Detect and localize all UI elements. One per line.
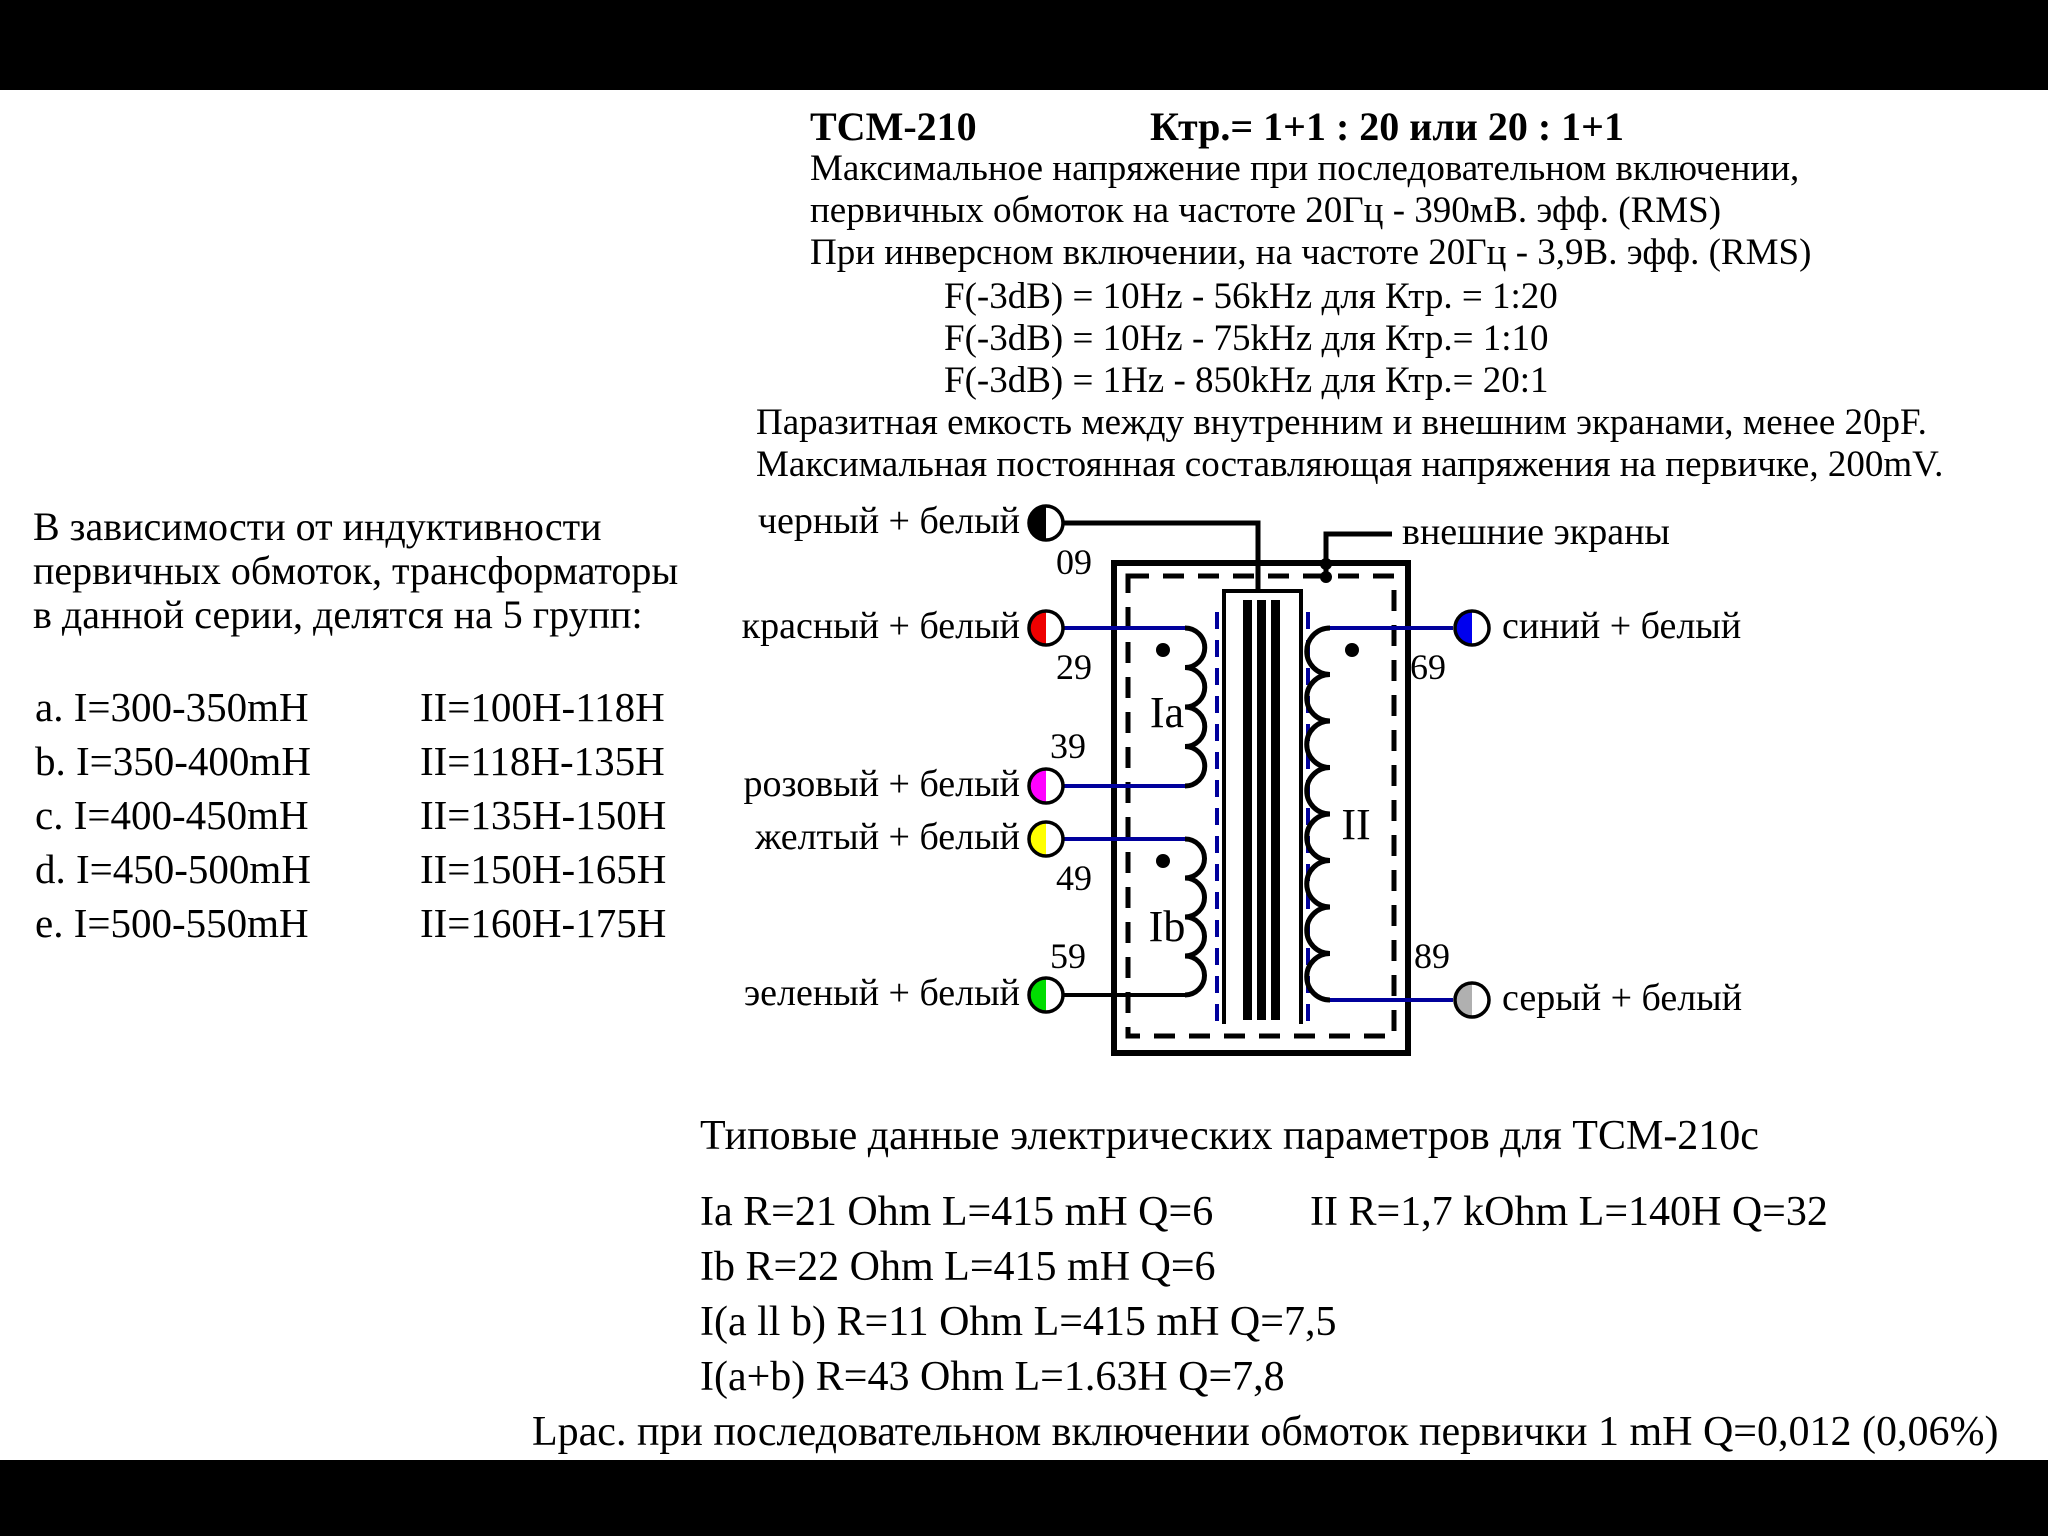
pin-29 [1029, 611, 1063, 645]
param-ia: Ia R=21 Ohm L=415 mH Q=6 [700, 1189, 1214, 1235]
pin-89 [1455, 983, 1489, 1017]
model-title: ТСМ-210 [810, 104, 977, 149]
spec-line-2: первичных обмоток на частоте 20Гц - 390мВ. эфф. (RMS) [810, 190, 1722, 231]
param-ib: Ib R=22 Ohm L=415 mH Q=6 [700, 1244, 1216, 1290]
pin-09-label: черный + белый [757, 500, 1020, 542]
pin-59-label: эеленый + белый [743, 972, 1020, 1014]
pin-59 [1029, 978, 1063, 1012]
pin-69-label: синий + белый [1502, 605, 1742, 647]
group-row-c-secondary: II=135H-150H [420, 792, 667, 838]
polarity-dot-ia [1156, 643, 1170, 657]
external-screens-label: внешние экраны [1402, 511, 1670, 553]
pin-29-number: 29 [1056, 647, 1092, 687]
capacitance-line: Паразитная емкость между внутренним и внешним экранами, менее 20pF. [756, 402, 1927, 443]
pin-89-label: серый + белый [1502, 977, 1743, 1019]
param-iab-series: I(a+b) R=43 Ohm L=1.63H Q=7,8 [700, 1354, 1285, 1400]
spec-line-1: Максимальное напряжение при последовательном включении, [810, 148, 1800, 189]
inductance-note-line-1: В зависимости от индуктивности [33, 504, 602, 549]
pin-49-label: желтый + белый [754, 816, 1020, 858]
wire-pin09-internal-screen [1063, 523, 1258, 589]
junction-dot-screen [1320, 571, 1332, 583]
core-bar-2 [1257, 600, 1266, 1020]
group-row-a-secondary: II=100H-118H [420, 684, 665, 730]
core-bar-3 [1271, 600, 1280, 1020]
pin-49-number: 49 [1056, 858, 1092, 898]
group-row-d-primary: d. I=450-500mH [35, 846, 311, 892]
inductance-note-line-2: первичных обмоток, трансформаторы [33, 548, 679, 593]
pin-69 [1455, 611, 1489, 645]
winding-ib-label: Ib [1148, 902, 1186, 951]
pin-49 [1029, 822, 1063, 856]
polarity-dot-ii [1345, 643, 1359, 657]
pin-59-number: 59 [1050, 936, 1086, 976]
inductance-note-line-3: в данной серии, делятся на 5 групп: [33, 592, 643, 637]
pin-39 [1029, 769, 1063, 803]
polarity-dot-ib [1156, 854, 1170, 868]
param-lpac: Lpac. при последовательном включении обмоток первички 1 mH Q=0,012 (0,06%) [532, 1409, 1999, 1455]
pin-69-number: 69 [1410, 647, 1446, 687]
f-line-3: F(-3dB) = 1Hz - 850kHz для Ктр.= 20:1 [944, 360, 1549, 401]
pin-39-number: 39 [1050, 726, 1086, 766]
group-row-d-secondary: II=150H-165H [420, 846, 667, 892]
winding-ii-label: II [1341, 800, 1371, 849]
f-line-1: F(-3dB) = 10Hz - 56kHz для Ктр. = 1:20 [944, 276, 1558, 317]
spec-line-3: При инверсном включении, на частоте 20Гц - 3,9В. эфф. (RMS) [810, 232, 1812, 273]
typical-data-title: Типовые данные электрических параметров для ТСМ-210с [700, 1113, 1759, 1159]
group-row-a-primary: a. I=300-350mH [35, 684, 309, 730]
core-bar-1 [1243, 600, 1252, 1020]
param-ii: II R=1,7 kOhm L=140H Q=32 [1310, 1189, 1828, 1235]
pin-09 [1029, 506, 1063, 540]
param-iab-parallel: I(a ll b) R=11 Ohm L=415 mH Q=7,5 [700, 1299, 1337, 1345]
dc-component-line: Максимальная постоянная составляющая напряжения на первичке, 200mV. [756, 444, 1944, 485]
winding-ia-label: Ia [1149, 688, 1185, 737]
ratio-title: Ктр.= 1+1 : 20 или 20 : 1+1 [1150, 104, 1624, 149]
group-row-e-secondary: II=160H-175H [420, 900, 667, 946]
junction-dot-case [1320, 558, 1332, 570]
group-row-c-primary: c. I=400-450mH [35, 792, 309, 838]
pin-89-number: 89 [1414, 936, 1450, 976]
wire-external-screens [1326, 534, 1392, 578]
f-line-2: F(-3dB) = 10Hz - 75kHz для Ктр.= 1:10 [944, 318, 1549, 359]
pin-39-label: розовый + белый [743, 763, 1020, 805]
group-row-b-secondary: II=118H-135H [420, 738, 665, 784]
group-row-b-primary: b. I=350-400mH [35, 738, 311, 784]
pin-29-label: красный + белый [741, 605, 1020, 647]
group-row-e-primary: e. I=500-550mH [35, 900, 309, 946]
pin-09-number: 09 [1056, 542, 1092, 582]
